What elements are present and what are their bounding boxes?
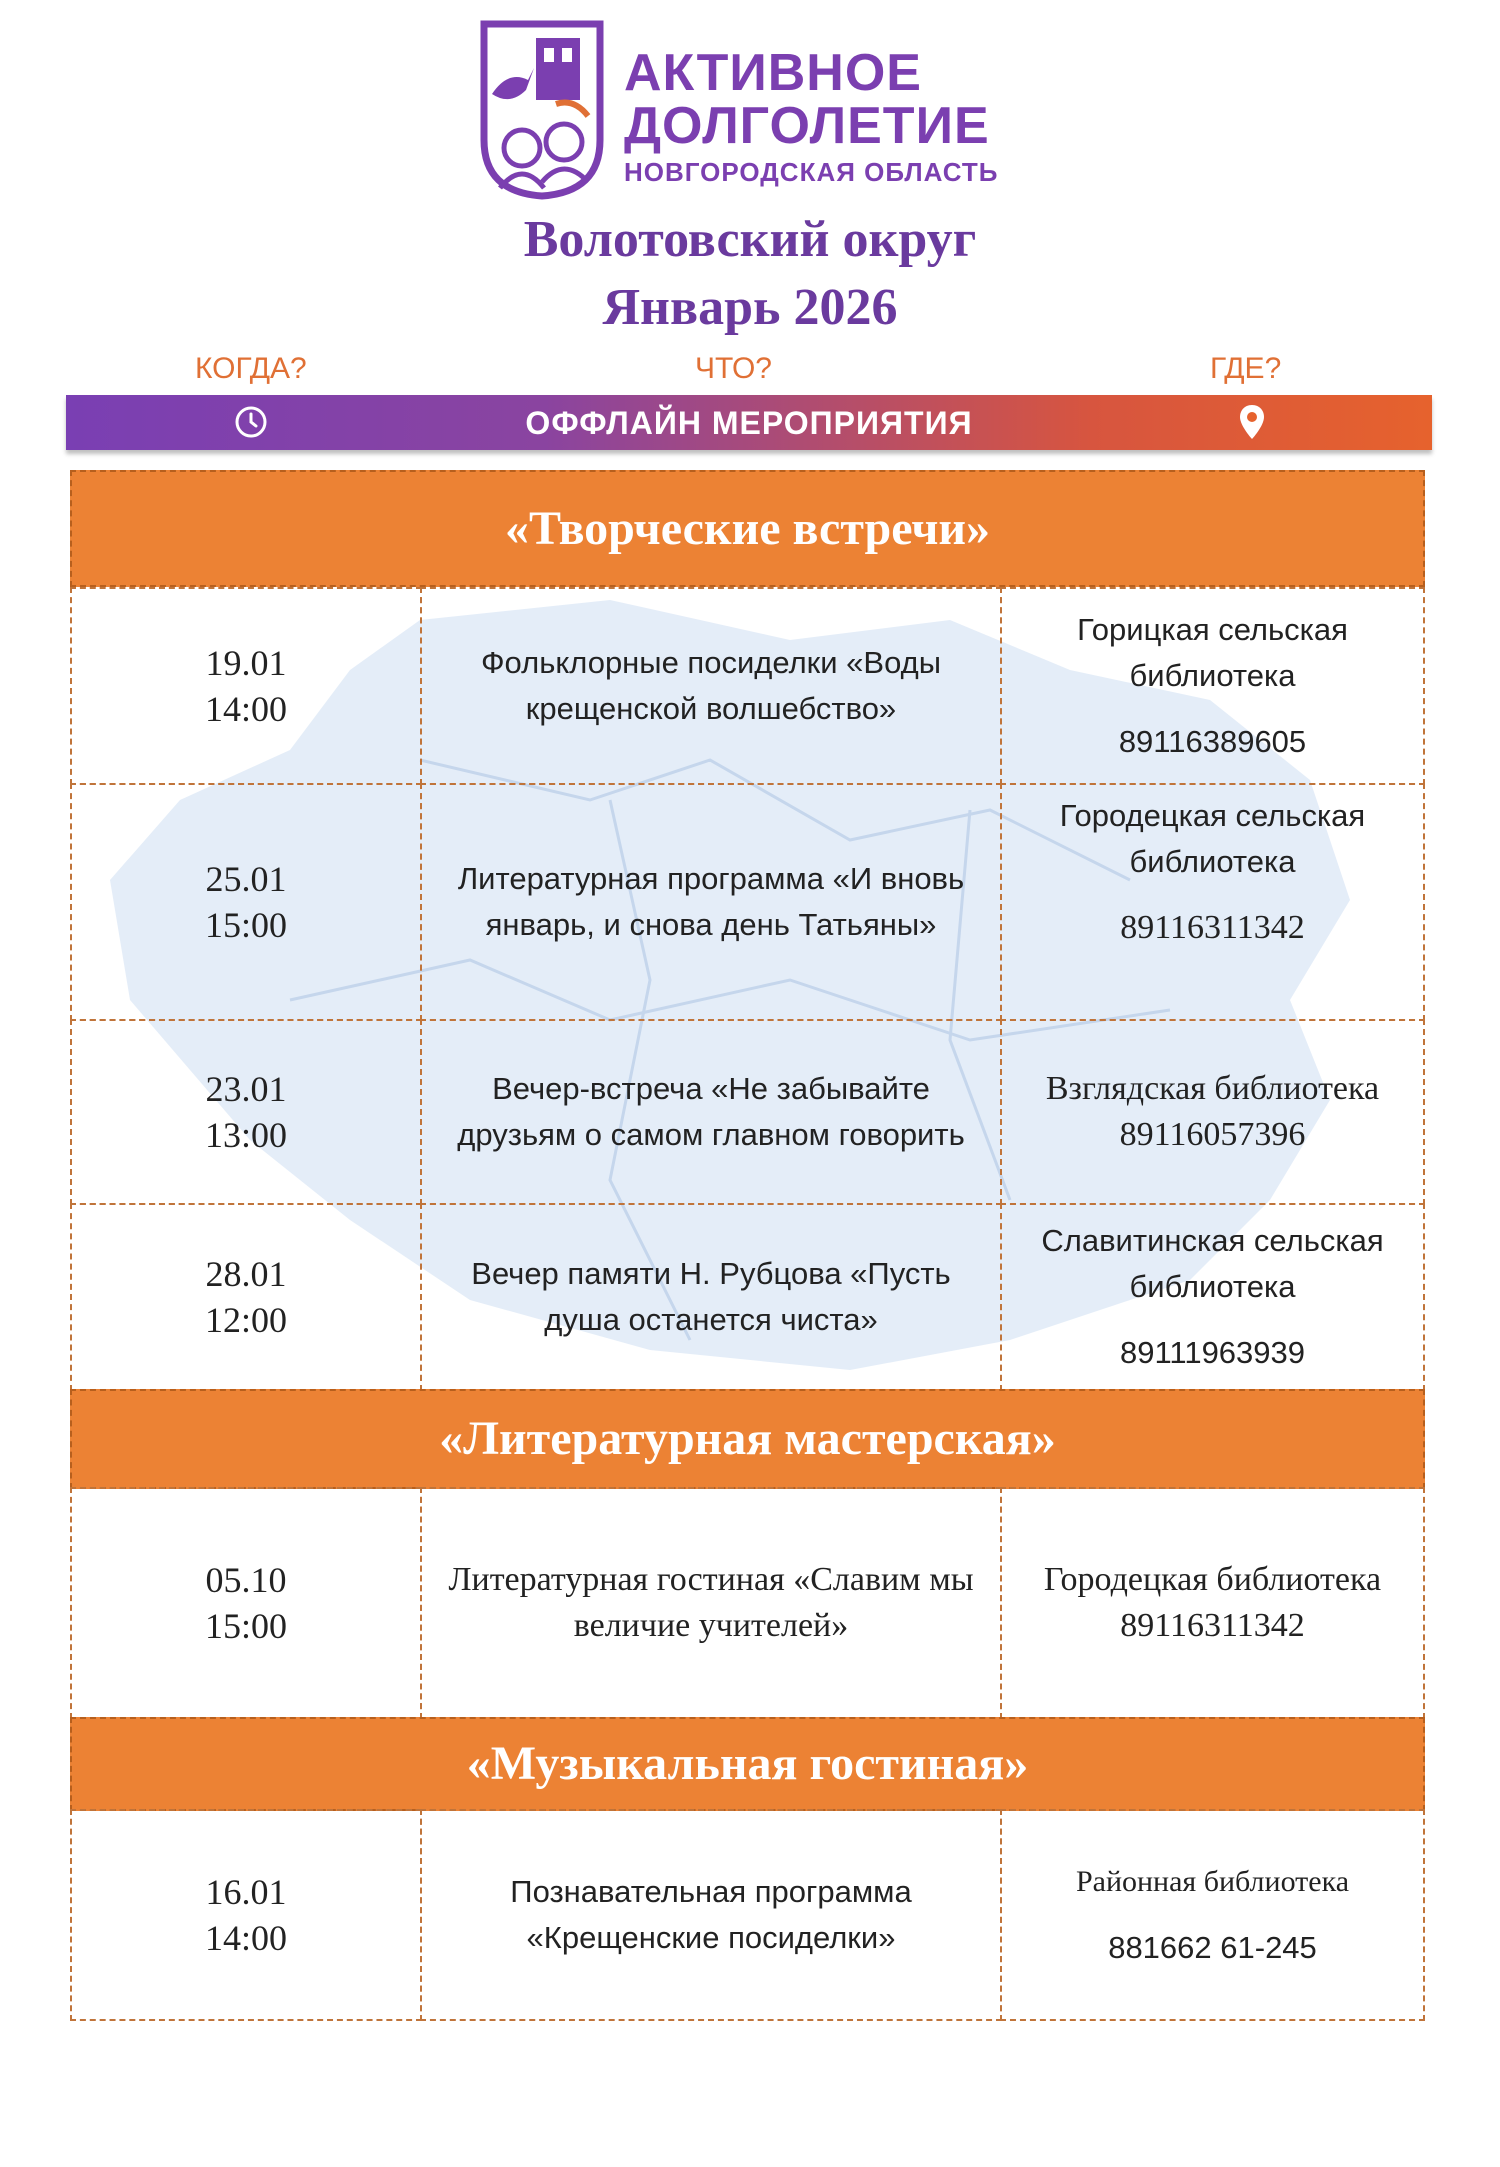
table-row-event xyxy=(420,783,1002,1021)
event-place: Славитинская сельская библиотека xyxy=(1041,1223,1384,1304)
event-phone: 89116057396 xyxy=(1119,1116,1306,1153)
event-date: 19.01 xyxy=(205,643,287,683)
logo-line-3: НОВГОРОДСКАЯ ОБЛАСТЬ xyxy=(624,157,999,187)
column-label-where: ГДЕ? xyxy=(1210,352,1282,385)
table-row-date xyxy=(70,1487,422,1719)
event-date: 25.01 xyxy=(205,859,287,899)
column-label-what: ЧТО? xyxy=(695,352,772,385)
event-time: 15:00 xyxy=(204,905,287,945)
logo-line-1: АКТИВНОЕ xyxy=(624,44,922,102)
event-place: Взглядская библиотека xyxy=(1045,1070,1380,1107)
table-row-place xyxy=(1000,1019,1425,1205)
event-time: 13:00 xyxy=(204,1115,287,1155)
logo-emblem-icon xyxy=(478,20,608,200)
page-title: Волотовский округ xyxy=(523,211,977,268)
section-title-creative-meetings: «Творческие встречи» xyxy=(70,470,1425,587)
section-title-literary-workshop: «Литературная мастерская» xyxy=(70,1389,1425,1489)
event-title: Вечер-встреча «Не забывайте друзьям о самом главном говорить xyxy=(457,1071,965,1152)
event-date: 23.01 xyxy=(205,1069,287,1109)
table-row-date xyxy=(70,783,422,1021)
table-row-place xyxy=(1000,1203,1425,1391)
event-time: 12:00 xyxy=(204,1300,287,1340)
location-pin-icon xyxy=(1238,403,1266,441)
section-title-music-lounge: «Музыкальная гостиная» xyxy=(70,1717,1425,1811)
event-phone: 89116389605 xyxy=(1118,724,1307,759)
event-time: 15:00 xyxy=(204,1606,287,1646)
column-label-when: КОГДА? xyxy=(195,352,307,385)
event-title: Фольклорные посиделки «Воды крещенской волшебство» xyxy=(480,645,942,726)
event-title: Познавательная программа «Крещенские посиделки» xyxy=(510,1874,912,1955)
table-row-date xyxy=(70,1203,422,1391)
event-place: Городецкая библиотека xyxy=(1043,1561,1382,1598)
event-phone: 89116311342 xyxy=(1120,1607,1305,1644)
event-date: 16.01 xyxy=(205,1872,287,1912)
table-row-event xyxy=(420,1203,1002,1391)
table-row-place xyxy=(1000,587,1425,785)
table-row-place xyxy=(1000,1809,1425,2021)
table-row-event xyxy=(420,1487,1002,1719)
header-bar xyxy=(66,395,1432,450)
event-title: Литературная гостиная «Славим мы величие учителей» xyxy=(448,1561,974,1644)
table-row-event xyxy=(420,1809,1002,2021)
event-phone: 89111963939 xyxy=(1119,1335,1306,1370)
table-row-place xyxy=(1000,1487,1425,1719)
header-bar-label: ОФФЛАЙН МЕРОПРИЯТИЯ xyxy=(525,405,973,441)
table-row-place xyxy=(1000,783,1425,1021)
event-place: Районная библиотека xyxy=(1075,1865,1350,1898)
event-place: Городецкая сельская библиотека xyxy=(1059,798,1366,879)
table-row-date xyxy=(70,1809,422,2021)
event-date: 28.01 xyxy=(205,1254,287,1294)
event-time: 14:00 xyxy=(204,689,287,729)
event-place: Горицкая сельская библиотека xyxy=(1077,612,1348,693)
table-row-event xyxy=(420,1019,1002,1205)
table-row-date xyxy=(70,1019,422,1205)
table-row-event xyxy=(420,587,1002,785)
event-title: Вечер памяти Н. Рубцова «Пусть душа останется чиста» xyxy=(471,1256,951,1337)
event-title: Литературная программа «И вновь январь, и снова день Татьяны» xyxy=(457,861,965,942)
event-phone: 89116311342 xyxy=(1120,909,1305,946)
table-row-date xyxy=(70,587,422,785)
page-subtitle: Январь 2026 xyxy=(602,279,898,336)
logo xyxy=(478,20,1038,200)
logo-text xyxy=(624,44,999,190)
event-phone: 881662 61-245 xyxy=(1108,1930,1317,1965)
event-time: 14:00 xyxy=(204,1918,287,1958)
logo-line-2: ДОЛГОЛЕТИЕ xyxy=(624,97,990,155)
event-date: 05.10 xyxy=(205,1560,287,1600)
